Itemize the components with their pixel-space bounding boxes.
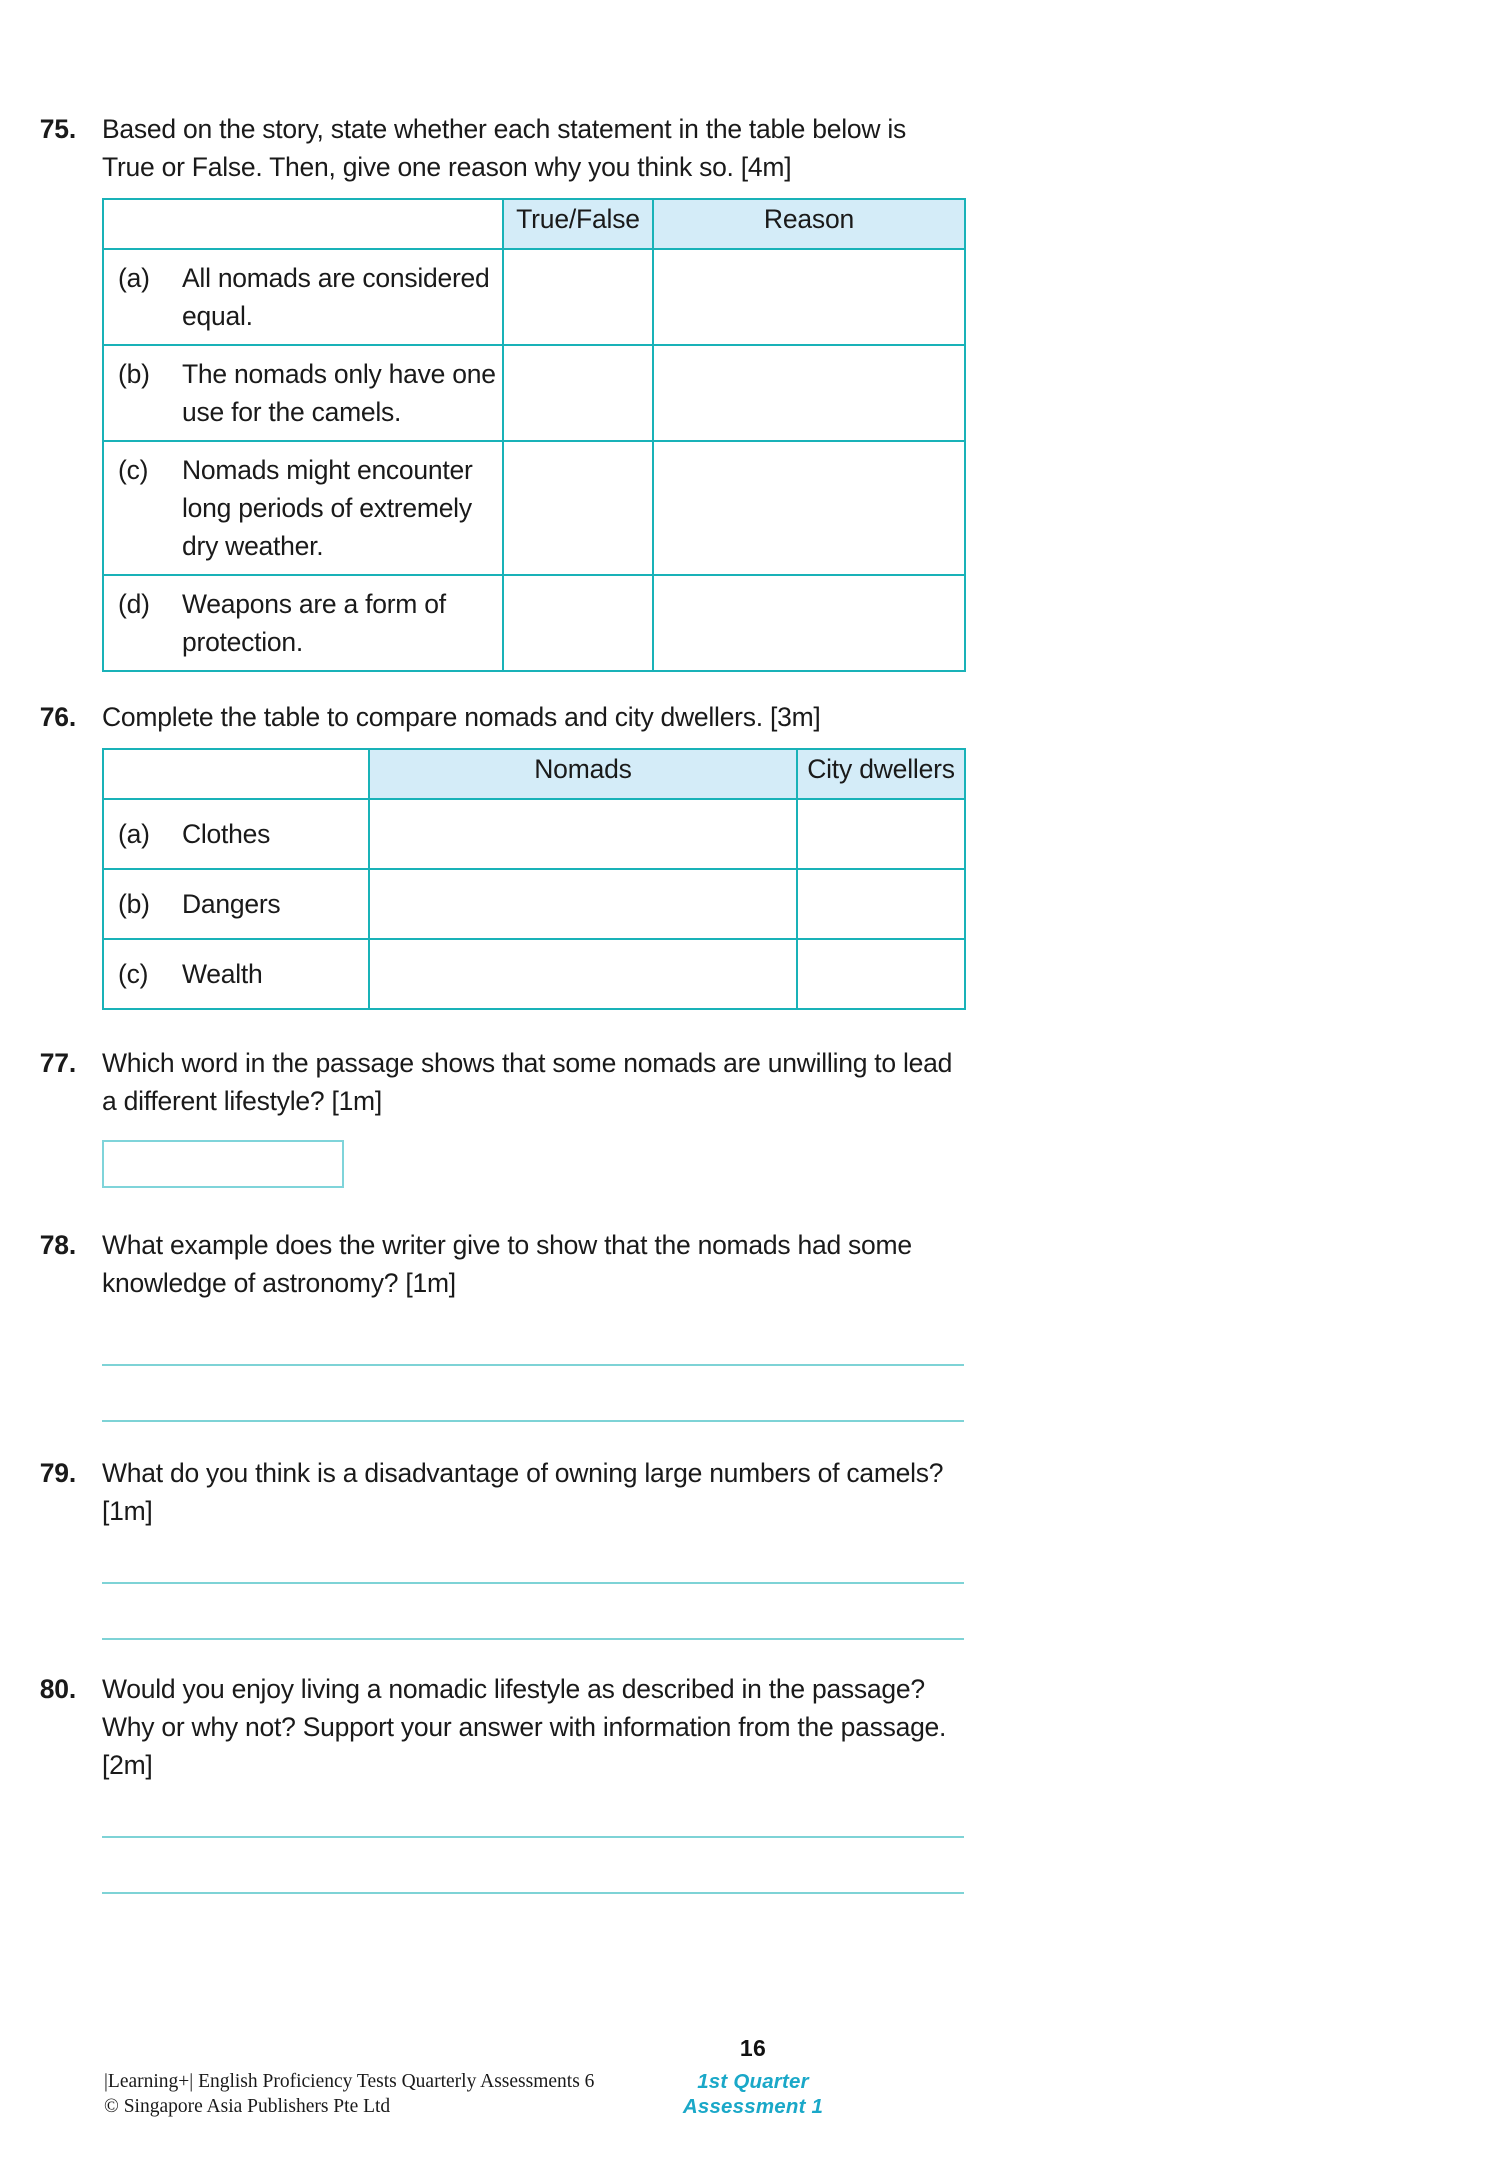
question-75-text: Based on the story, state whether each statement in the table below is True or False. Then, give one reason why you think so. [4m] [102, 114, 906, 182]
table75-statement-a [103, 249, 503, 345]
table75-header-blank [103, 199, 503, 249]
table75-truefalse-c[interactable] [503, 441, 653, 575]
question-78-number: 78. [39, 1230, 76, 1260]
table-row [103, 249, 965, 345]
page-footer [0, 2021, 1506, 2161]
row-statement-a: All nomads are considered equal. [182, 263, 490, 331]
table-row [103, 939, 965, 1009]
question-80-number: 80. [39, 1674, 76, 1704]
footer-assessment-label [0, 2069, 1506, 2119]
footer-assessment-line2: Assessment 1 [682, 2095, 824, 2118]
question-77-text: Which word in the passage shows that some nomads are unwilling to lead a different lifestyle? [1m] [102, 1048, 953, 1116]
table-row [103, 869, 965, 939]
table75-reason-a[interactable] [653, 249, 965, 345]
row-statement-d: Weapons are a form of protection. [182, 589, 446, 657]
row-category-clothes: Clothes [182, 819, 271, 849]
table76-nomads-c[interactable] [369, 939, 797, 1009]
question-79-number: 79. [39, 1458, 76, 1488]
footer-copyright: © Singapore Asia Publishers Pte Ltd [104, 2096, 391, 2117]
row-alpha-c: (c) [118, 959, 149, 989]
table75-reason-b[interactable] [653, 345, 965, 441]
row-category-dangers: Dangers [182, 889, 281, 919]
row-alpha-c: (c) [118, 455, 149, 485]
row-statement-b: The nomads only have one use for the camels. [182, 359, 496, 427]
worksheet-page [0, 110, 1506, 2161]
answer-line-q80-2[interactable] [102, 1892, 964, 1894]
table-row [103, 345, 965, 441]
table-row-header [103, 199, 965, 249]
table75-header-reason: Reason [653, 199, 965, 249]
table76-category-b [103, 869, 369, 939]
row-alpha-a: (a) [118, 819, 150, 849]
table-nomads-city-dwellers [102, 748, 966, 1010]
row-alpha-a: (a) [118, 263, 150, 293]
table76-city-c[interactable] [797, 939, 965, 1009]
table76-header-nomads: Nomads [369, 749, 797, 799]
table75-statement-d [103, 575, 503, 671]
question-80 [0, 1670, 1506, 1894]
table-row [103, 575, 965, 671]
table76-category-a [103, 799, 369, 869]
question-75-number: 75. [39, 114, 76, 144]
table76-city-a[interactable] [797, 799, 965, 869]
table75-truefalse-b[interactable] [503, 345, 653, 441]
question-77 [0, 1044, 1506, 1188]
table75-header-true-false: True/False [503, 199, 653, 249]
table76-category-c [103, 939, 369, 1009]
row-alpha-d: (d) [118, 589, 150, 619]
row-category-wealth: Wealth [182, 959, 263, 989]
table75-statement-b [103, 345, 503, 441]
table76-city-b[interactable] [797, 869, 965, 939]
table76-header-blank [103, 749, 369, 799]
table75-statement-c [103, 441, 503, 575]
page-number: 16 [739, 2035, 767, 2061]
question-78-text: What example does the writer give to show that the nomads had some knowledge of astronomy? [1m] [102, 1230, 912, 1298]
question-76-number: 76. [39, 702, 76, 732]
table75-reason-d[interactable] [653, 575, 965, 671]
question-78 [0, 1226, 1506, 1422]
question-79 [0, 1454, 1506, 1640]
table76-header-city-dwellers: City dwellers [797, 749, 965, 799]
question-77-number: 77. [39, 1048, 76, 1078]
table75-reason-c[interactable] [653, 441, 965, 575]
table-row-header [103, 749, 965, 799]
table75-truefalse-a[interactable] [503, 249, 653, 345]
table-row [103, 441, 965, 575]
row-alpha-b: (b) [118, 359, 150, 389]
question-80-text: Would you enjoy living a nomadic lifestyle as described in the passage? Why or why not? Support your answer with information from the passage. [2m] [102, 1674, 947, 1780]
table-row [103, 799, 965, 869]
footer-assessment-line1: 1st Quarter [697, 2070, 809, 2093]
table75-truefalse-d[interactable] [503, 575, 653, 671]
question-75 [0, 110, 1506, 672]
answer-box-q77[interactable] [102, 1140, 344, 1188]
table-true-false-reason [102, 198, 966, 672]
question-76-text: Complete the table to compare nomads and city dwellers. [3m] [102, 702, 821, 732]
row-statement-c: Nomads might encounter long periods of extremely dry weather. [182, 455, 473, 561]
question-79-text: What do you think is a disadvantage of owning large numbers of camels? [1m] [102, 1458, 944, 1526]
footer-publication-title: |Learning+| English Proficiency Tests Quarterly Assessments 6 [104, 2071, 595, 2092]
row-alpha-b: (b) [118, 889, 150, 919]
table76-nomads-b[interactable] [369, 869, 797, 939]
answer-line-q78-2[interactable] [102, 1420, 964, 1422]
question-76 [0, 698, 1506, 1010]
answer-line-q79-2[interactable] [102, 1638, 964, 1640]
table76-nomads-a[interactable] [369, 799, 797, 869]
